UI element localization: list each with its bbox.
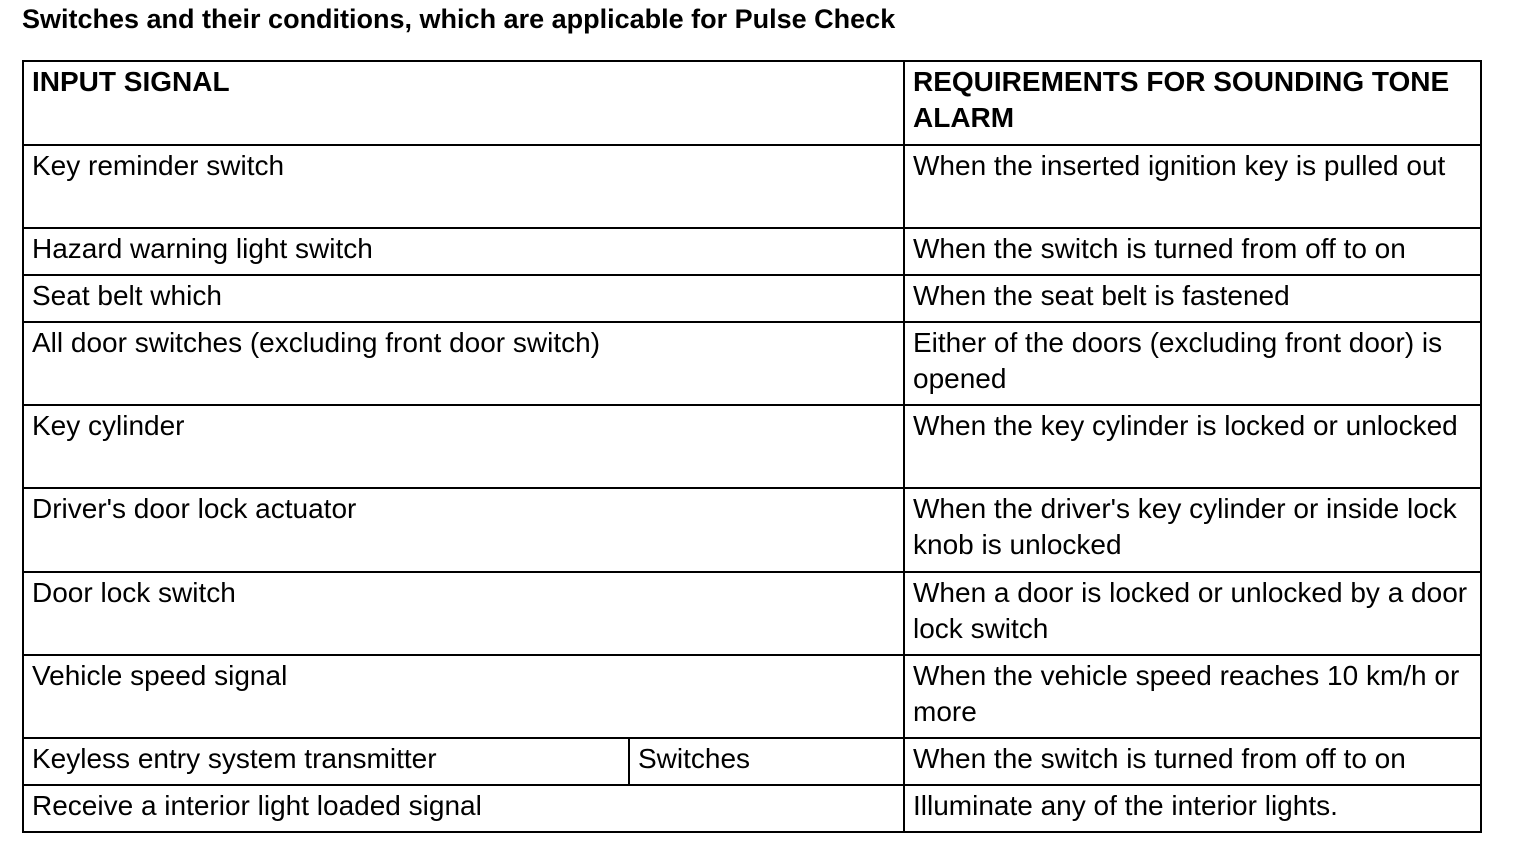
requirement-cell: When the inserted ignition key is pulled out [904,145,1481,228]
input-signal-cell: Door lock switch [23,572,904,655]
input-signal-cell: All door switches (excluding front door switch) [23,322,904,405]
table-row [23,228,1481,275]
table-row [23,738,1481,785]
requirement-cell: When the vehicle speed reaches 10 km/h or more [904,655,1481,738]
table-row [23,655,1481,738]
requirement-cell: Illuminate any of the interior lights. [904,785,1481,832]
table-row [23,275,1481,322]
requirement-cell: When the key cylinder is locked or unlocked [904,405,1481,488]
input-signal-cell: Receive a interior light loaded signal [23,785,904,832]
input-signal-cell: Seat belt which [23,275,904,322]
input-signal-cell: Driver's door lock actuator [23,488,904,572]
input-signal-cell: Key cylinder [23,405,904,488]
input-subtype-cell: Switches [629,738,904,785]
requirement-cell: When the switch is turned from off to on [904,228,1481,275]
input-signal-cell: Vehicle speed signal [23,655,904,738]
input-signal-cell: Keyless entry system transmitter [23,738,629,785]
table-row [23,785,1481,832]
pulse-check-table [22,60,1482,833]
input-signal-cell: Key reminder switch [23,145,904,228]
requirement-cell: When the switch is turned from off to on [904,738,1481,785]
header-requirements: REQUIREMENTS FOR SOUNDING TONE ALARM [904,61,1481,145]
requirement-cell: When a door is locked or unlocked by a door lock switch [904,572,1481,655]
header-input-signal: INPUT SIGNAL [23,61,904,145]
table-row [23,488,1481,572]
table-row [23,322,1481,405]
table-row [23,405,1481,488]
requirement-cell: When the seat belt is fastened [904,275,1481,322]
page-title: Switches and their conditions, which are applicable for Pulse Check [22,4,896,34]
requirement-cell: Either of the doors (excluding front door) is opened [904,322,1481,405]
input-signal-cell: Hazard warning light switch [23,228,904,275]
table-row [23,145,1481,228]
table-header-row [23,61,1481,145]
requirement-cell: When the driver's key cylinder or inside lock knob is unlocked [904,488,1481,572]
table-row [23,572,1481,655]
